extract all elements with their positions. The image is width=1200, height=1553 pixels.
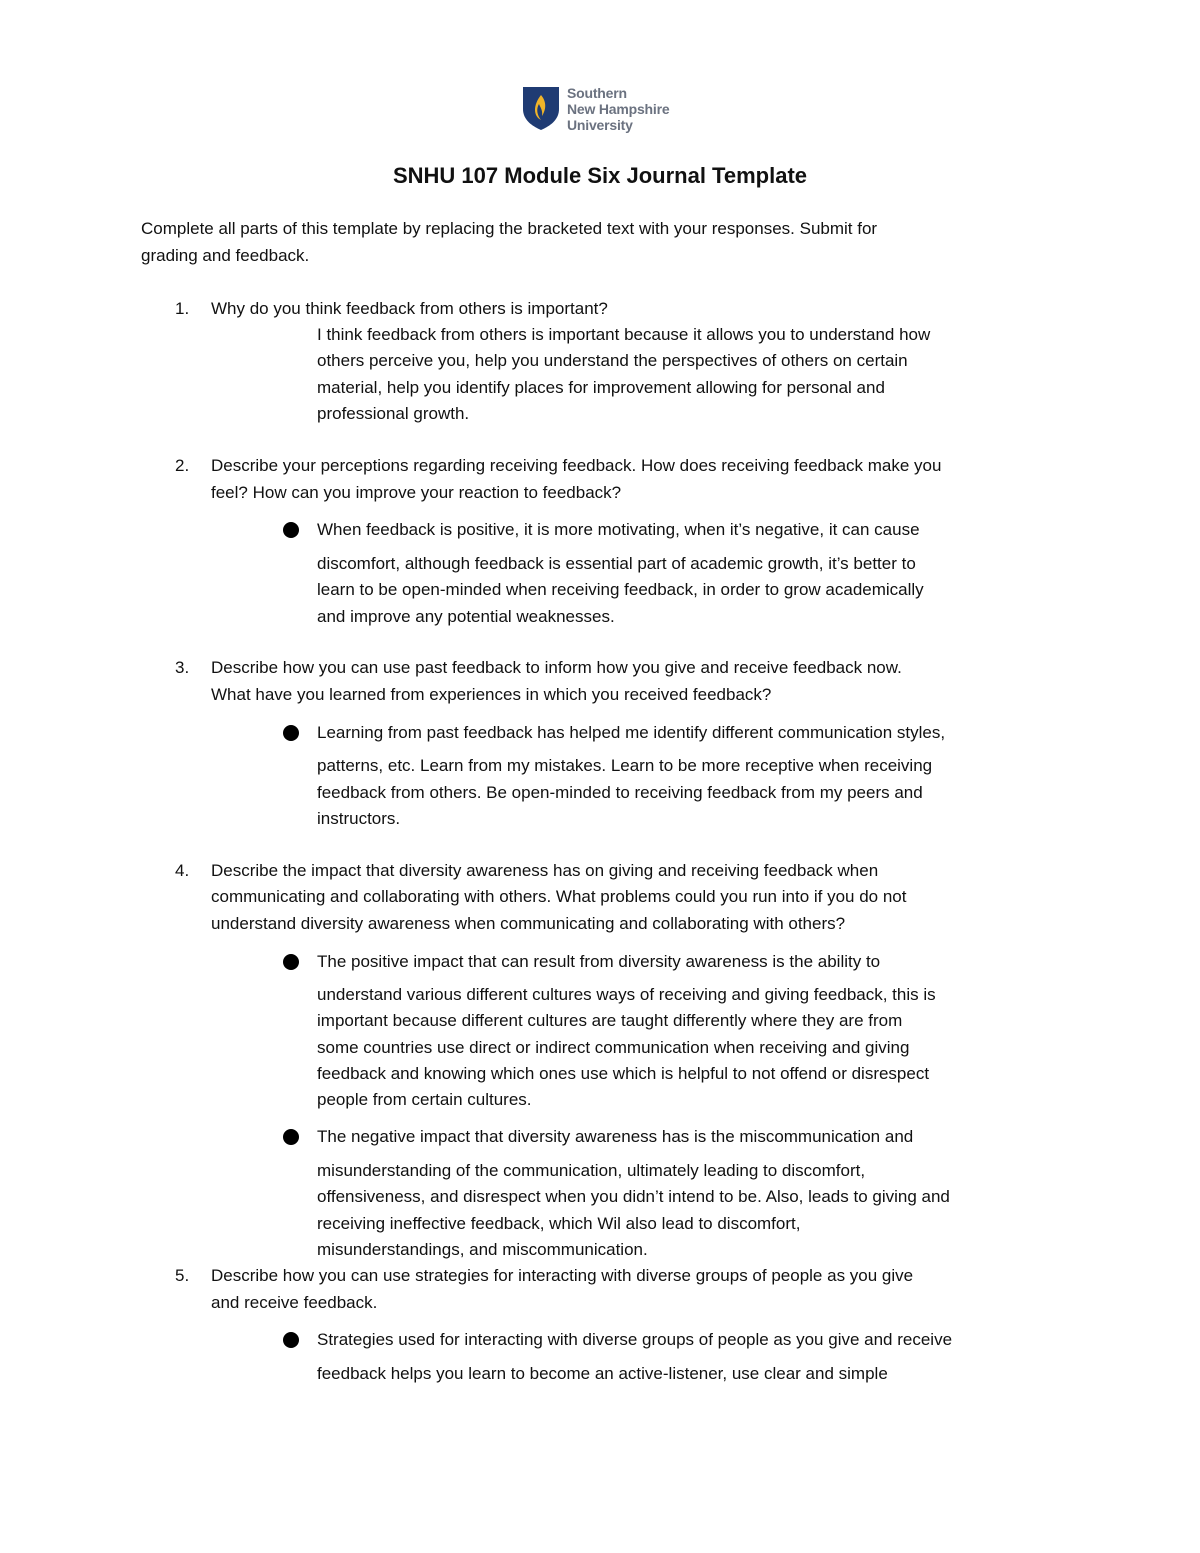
document-title: SNHU 107 Module Six Journal Template — [392, 163, 808, 188]
answer-text: and improve any potential weaknesses. — [317, 607, 615, 626]
bullet-icon — [283, 954, 299, 970]
answer-text: some countries use direct or indirect communication when receiving and giving — [317, 1038, 910, 1057]
answer-text: patterns, etc. Learn from my mistakes. Learn to be more receptive when receiving — [317, 756, 933, 775]
question-prompt: communicating and collaborating with others. What problems could you run into if you do not — [211, 887, 907, 906]
question-prompt: understand diversity awareness when communicating and collaborating with others? — [211, 914, 846, 933]
answer-text: offensiveness, and disrespect when you didn’t intend to be. Also, leads to giving and — [317, 1187, 950, 1206]
answer-text: understand various different cultures ways of receiving and giving feedback, this is — [317, 985, 936, 1004]
intro-text: grading and feedback. — [141, 246, 310, 265]
answer-text: The positive impact that can result from diversity awareness is the ability to — [317, 952, 881, 971]
question-prompt: Describe how you can use past feedback to inform how you give and receive feedback now. — [211, 658, 902, 677]
question-prompt: Describe how you can use strategies for interacting with diverse groups of people as you give — [211, 1266, 914, 1285]
answer-text: When feedback is positive, it is more motivating, when it’s negative, it can cause — [317, 520, 920, 539]
question-prompt: Why do you think feedback from others is important? — [211, 299, 608, 318]
question-number: 4. — [175, 861, 190, 880]
answer-text: instructors. — [317, 809, 401, 828]
answer-text: Strategies used for interacting with diverse groups of people as you give and receive — [317, 1330, 953, 1349]
question-prompt: What have you learned from experiences in which you received feedback? — [211, 685, 772, 704]
snhu-logo — [521, 85, 691, 133]
question-prompt: Describe your perceptions regarding receiving feedback. How does receiving feedback make you — [211, 456, 942, 475]
intro-text: Complete all parts of this template by replacing the bracketed text with your responses. Submit for — [141, 219, 878, 238]
answer-text: important because different cultures are taught differently where they are from — [317, 1011, 903, 1030]
question-prompt: feel? How can you improve your reaction to feedback? — [211, 483, 622, 502]
question-number: 3. — [175, 658, 190, 677]
answer-text: discomfort, although feedback is essential part of academic growth, it’s better to — [317, 554, 916, 573]
snhu-shield-icon — [521, 85, 561, 131]
answer-text: people from certain cultures. — [317, 1090, 532, 1109]
answer-text: misunderstanding of the communication, ultimately leading to discomfort, — [317, 1161, 866, 1180]
answer-text: I think feedback from others is important because it allows you to understand how — [317, 325, 931, 344]
answer-text: The negative impact that diversity awareness has is the miscommunication and — [317, 1127, 914, 1146]
answer-text: learn to be open-minded when receiving feedback, in order to grow academically — [317, 580, 924, 599]
answer-text: feedback helps you learn to become an active-listener, use clear and simple — [317, 1364, 888, 1383]
question-number: 5. — [175, 1266, 190, 1285]
question-prompt: and receive feedback. — [211, 1293, 378, 1312]
answer-text: material, help you identify places for improvement allowing for personal and — [317, 378, 885, 397]
question-number: 2. — [175, 456, 190, 475]
logo-line: University — [567, 117, 633, 133]
answer-text: feedback from others. Be open-minded to receiving feedback from my peers and — [317, 783, 923, 802]
bullet-icon — [283, 1129, 299, 1145]
answer-text: feedback and knowing which ones use which is helpful to not offend or disrespect — [317, 1064, 930, 1083]
logo-line: Southern — [567, 85, 627, 101]
logo-wordmark — [567, 85, 669, 133]
question-number: 1. — [175, 299, 190, 318]
answer-text: others perceive you, help you understand the perspectives of others on certain — [317, 351, 908, 370]
answer-text: Learning from past feedback has helped me identify different communication styles, — [317, 723, 946, 742]
logo-line: New Hampshire — [567, 101, 670, 117]
answer-text: misunderstandings, and miscommunication. — [317, 1240, 648, 1259]
bullet-icon — [283, 522, 299, 538]
question-prompt: Describe the impact that diversity awareness has on giving and receiving feedback when — [211, 861, 879, 880]
answer-text: receiving ineffective feedback, which Wil also lead to discomfort, — [317, 1214, 801, 1233]
bullet-icon — [283, 1332, 299, 1348]
answer-text: professional growth. — [317, 404, 470, 423]
bullet-icon — [283, 725, 299, 741]
